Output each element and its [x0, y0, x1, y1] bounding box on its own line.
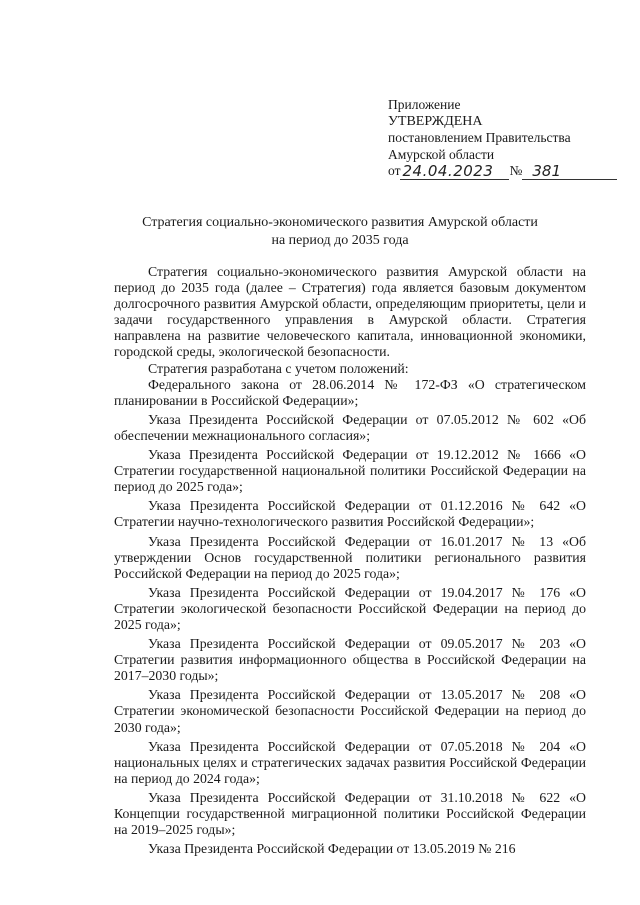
date-number-line — [388, 163, 618, 180]
paragraph-decree-208: Указа Президента Российской Федерации от 13.05.2017 № 208 «О Стратегии экономической безопасности Российской Федерации на период до 2030 года»; — [114, 687, 586, 735]
paragraph-decree-176: Указа Президента Российской Федерации от 19.04.2017 № 176 «О Стратегии экологической безопасности Российской Федерации на период до 2025 года»; — [114, 584, 586, 632]
region-label: Амурской области — [388, 146, 495, 162]
paragraph-decree-216: Указа Президента Российской Федерации от 13.05.2019 № 216 — [148, 841, 516, 857]
resolution-label: постановлением Правительства — [388, 130, 571, 145]
number-prefix: № — [509, 163, 523, 178]
paragraph-decree-602: Указа Президента Российской Федерации от 07.05.2012 № 602 «Об обеспечении межнационального согласия»; — [114, 411, 586, 443]
paragraph-intro: Стратегия социально-экономического развития Амурской области на период до 2035 года (далее – Стратегия) года является базовым документом долгосрочного развития Амурской области, определяющим приоритеты, цели и задачи государственного управления в Амурской области. Стратегия направлена на развитие человеческого капитала, инновационной экономики, городской среды, экологической безопасности. — [114, 264, 586, 360]
date-prefix: от — [388, 163, 401, 178]
paragraph-decree-642: Указа Президента Российской Федерации от 01.12.2016 № 642 «О Стратегии научно-технологического развития Российской Федерации»; — [114, 498, 586, 530]
paragraph-decree-13: Указа Президента Российской Федерации от 16.01.2017 № 13 «Об утверждении Основ государственной политики регионального развития Российской Федерации на период до 2025 года»; — [114, 533, 586, 581]
paragraph-decree-1666: Указа Президента Российской Федерации от 19.12.2012 № 1666 «О Стратегии государственной национальной политики Российской Федерации на период до 2025 года»; — [114, 447, 586, 495]
document-title — [110, 214, 570, 249]
paragraph-decree-203: Указа Президента Российской Федерации от 09.05.2017 № 203 «О Стратегии развития информационного общества в Российской Федерации на 2017–2030 годы»; — [114, 636, 586, 684]
paragraph-decree-622: Указа Президента Российской Федерации от 31.10.2018 № 622 «О Концепции государственной миграционной политики Российской Федерации на 2019–2025 годы»; — [114, 789, 586, 838]
paragraph-law-172fz: Федерального закона от 28.06.2014 № 172-ФЗ «О стратегическом планировании в Российской Федерации»; — [114, 376, 586, 408]
approved-label: УТВЕРЖДЕНА — [388, 113, 483, 129]
paragraph-decree-204: Указа Президента Российской Федерации от 07.05.2018 № 204 «О национальных целях и стратегических задачах развития Российской Федерации на период до 2024 года»; — [114, 738, 586, 786]
title-line-2: на период до 2035 года — [271, 232, 409, 248]
appendix-label: Приложение — [388, 97, 461, 112]
handwritten-date: 24.04.2023 — [400, 164, 509, 180]
title-line-1: Стратегия социально-экономического развития Амурской области — [142, 215, 538, 230]
approval-stamp-block — [388, 97, 618, 180]
document-body — [114, 264, 586, 857]
handwritten-number: 381 — [522, 164, 617, 180]
paragraph-basis: Стратегия разработана с учетом положений: — [148, 360, 409, 376]
